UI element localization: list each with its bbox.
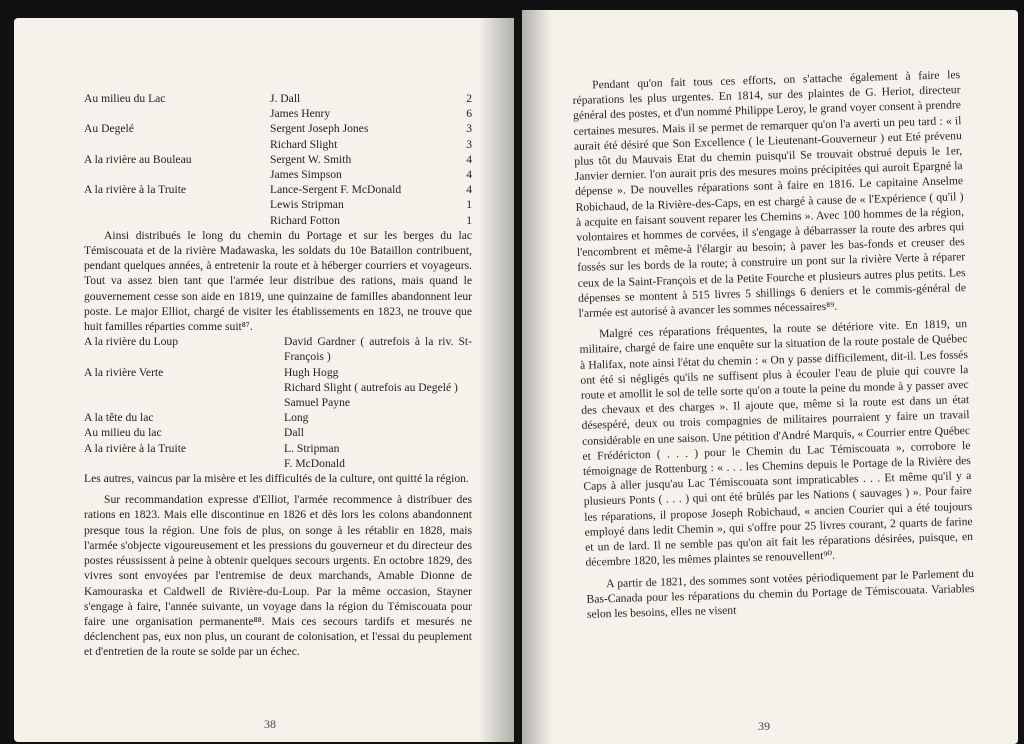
table-row: [84, 152, 472, 167]
table-row: [84, 167, 472, 182]
paragraph: A partir de 1821, des sommes sont votées périodiquement par le Parlement du Bas-Canada pour les réparations du chemin du Portage de Témiscouata. Variables selon les besoins, elles ne visent: [586, 566, 975, 621]
table-cell-place: [84, 213, 270, 228]
table-cell-name: Dall: [284, 426, 304, 440]
table-cell-place: [84, 197, 270, 212]
table-cell-name: James Simpson: [270, 168, 342, 182]
table-row: [84, 365, 472, 380]
right-page-text: [572, 67, 975, 622]
paragraph: Pendant qu'on fait tous ces efforts, on s'attache également à faire les réparations les plus urgentes. En 1814, sur des plaintes de G. Heriot, directeur général des postes, et d'un nommé Philippe Leroy, le grand voyer consent à prendre certaines mesures. Mais il se permet de remarquer qu'on l'a averti un peu tard : « il aurait été désiré que Son Excellence ( le Lieutenant-Gouverneur ) eut Eté prévenu plus tôt du Mauvais Etat du chemin puisqu'il Se trouvait obstrué depuis le 1er, Janvier dernier. l'on aurait pris des mesures moins précipitées qui auroit Epargné la dépense ». De nouvelles réparations sont à faire en 1816. Le capitaine Anselme Robichaud, de la Rivière-des-Caps, en est chargé à cause de « l'Expérience ( qu'il ) à acquite en faisant souvent reparer les Chemins ». Avec 100 hommes de la région, volontaires et hommes de corvées, il s'engage à débarrasser la route des arbres qui l'encombrent et même-à l'élargir au besoin; à paver les bas-fonds et creuser des fossés sur les bords de la route; à construire un pont sur la rivière Verte à réparer ceux de la Saint-François et de la Petite Fourche et plusieurs autres plus petits. Les dépenses se montent à 515 livres 5 shillings 6 deniers et le commis-général de l'armée est autorisé à avancer les sommes nécessaires⁸⁹.: [572, 68, 967, 320]
table-row: [84, 182, 472, 197]
table-cell-place: Au milieu du lac: [84, 426, 162, 440]
table-row: [84, 121, 472, 136]
table-row: [84, 334, 472, 364]
table-cell-name: Lance-Sergent F. McDonald: [270, 183, 402, 197]
table-cell-name: Richard Slight: [270, 137, 338, 151]
paragraph: Ainsi distribués le long du chemin du Portage et sur les berges du lac Témiscouata et de la rivière Madawaska, les soldats du 10e Bataillon contribuent, pendant quelques années, à entretenir la route et à héberger courriers et voyageurs. Tout va assez bien tant que l'armée leur distribue des rations, mais quand le gouvernement cesse son aide en 1819, une quinzaine de familles abandonnent leur poste. Le major Elliot, chargé de visiter les établissements en 1823, ne trouve que huit familles réparties comme suit⁸⁷.: [84, 228, 472, 334]
table-cell-place: [84, 395, 284, 410]
table-cell-count: 4: [466, 152, 472, 166]
table-cell-place: Au milieu du Lac: [84, 92, 166, 105]
table-row: [84, 213, 472, 228]
paragraph: Malgré ces réparations fréquentes, la route se détériore vite. En 1819, un militaire, chargé de faire une enquête sur la situation de la route postale de Québec à Halifax, note ainsi l'état du chemin : « On y passe difficilement, dit-il. Les fossés ont été si négligés qu'ils ne suffisent plus à écouler l'eau de pluie qui couvre la route et amollit le sol de telle sorte qu'on a toute la peine du monde à y passer avec des chevaux et des charges ». Il ajoute que, même si la route est dans un état désespéré, deux ou trois compagnies de militaires pourraient y faire un travail considérable en une saison. Une pétition d'André Marquis, « Courrier entre Québec et Frédéricton ( . . . ) pour le Chemin du Lac Témiscouata », corrobore le témoignage de Rottenburg : « . . . les Chemins depuis le Portage de la Rivière des Caps à aller jusqu'au Lac Témiscouata sont impraticables . . . Et même qu'il y a plusieurs Ponts ( . . . ) qui ont été brûlés par les Nations ( sauvages ) ». Pour faire les réparations, il propose Joseph Robichaud, « ancien Courier qui a été toujours employé dans ledit Chemin », qui s'offre pour 25 livres courant, 2 quarts de farine et un de lard. Il ne semble pas qu'on ait fait les réparations désirées, puisque, en décembre 1820, les mêmes plaintes se renouvellent⁹⁰.: [579, 317, 974, 570]
table-cell-name: Sergent W. Smith: [270, 152, 352, 166]
table-row: [84, 395, 472, 410]
right-page: [522, 10, 1018, 744]
gutter-shadow: [478, 18, 514, 742]
table-cell-count: 1: [466, 198, 472, 212]
table-cell-place: Au Degelé: [84, 122, 134, 136]
table-row: [84, 197, 472, 212]
table-cell-name: David Gardner ( autrefois à la riv. St-François ): [284, 335, 472, 364]
table-cell-place: A la rivière à la Truite: [84, 441, 187, 455]
table-cell-count: 2: [466, 92, 472, 105]
table-cell-count: 4: [466, 183, 472, 197]
table-cell-name: F. McDonald: [284, 456, 345, 470]
table-cell-place: A la rivière du Loup: [84, 335, 179, 349]
table-cell-name: Long: [284, 411, 309, 425]
page-number: 38: [264, 717, 276, 731]
table-cell-name: Hugh Hogg: [284, 365, 339, 379]
gutter-shadow: [522, 10, 552, 744]
table-cell-name: Sergent Joseph Jones: [270, 122, 369, 136]
table-cell-count: 1: [466, 213, 472, 227]
table-cell-name: James Henry: [270, 107, 331, 121]
table-cell-place: [84, 456, 284, 471]
left-page: [14, 18, 514, 742]
table-row: [84, 137, 472, 152]
table-cell-name: Richard Slight ( autrefois au Degelé ): [284, 380, 458, 394]
paragraph: Sur recommandation expresse d'Elliot, l'armée recommence à distribuer des rations en 1823. Mais elle discontinue en 1826 et dès lors les colons abandonnent presque tous la région. Une fois de plus, on songe à les rétablir en 1828, mais l'armée s'objecte vigoureusement et les pressions du gouverneur et du directeur des postes réussissent à peine à obtenir quelques secours urgents. En octobre 1829, des vivres sont envoyées par l'entremise de deux marchands, Amable Dionne de Kamouraska et Caldwell de Rivière-du-Loup. Par la même occasion, Stayner s'engage à faire, l'année suivante, un voyage dans la région du Témiscouata pour faire une organisation permanente⁸⁸. Mais ces secours tardifs et mesurés ne déclenchent pas, eux non plus, un courant de colonisation, et l'essai du peuplement et d'entretien de la route se solde par un échec.: [84, 493, 472, 659]
table-row: [84, 380, 472, 395]
table-cell-place: A la tête du lac: [84, 411, 154, 425]
table-cell-place: A la rivière à la Truite: [84, 183, 187, 197]
table-cell-place: [84, 137, 270, 152]
families-table: [84, 334, 472, 471]
left-page-text: [84, 91, 472, 660]
table-row: [84, 410, 472, 425]
table-cell-name: Richard Fotton: [270, 213, 340, 227]
table-cell-count: 4: [466, 168, 472, 182]
table-row: [84, 456, 472, 471]
table-row: [84, 91, 472, 106]
page-number: 39: [758, 719, 770, 733]
table-cell-count: 6: [466, 107, 472, 121]
table-cell-place: [84, 167, 270, 182]
table-cell-place: [84, 380, 284, 395]
table-cell-place: A la rivière Verte: [84, 365, 164, 379]
garrison-table: [84, 91, 472, 228]
table-cell-count: 3: [466, 122, 472, 136]
paragraph: Les autres, vaincus par la misère et les difficultés de la culture, ont quitté la région.: [84, 472, 469, 486]
table-cell-name: J. Dall: [270, 92, 301, 105]
table-row: [84, 441, 472, 456]
table-cell-place: A la rivière au Bouleau: [84, 152, 192, 166]
table-cell-name: L. Stripman: [284, 441, 340, 455]
table-cell-name: Lewis Stripman: [270, 198, 344, 212]
table-cell-name: Samuel Payne: [284, 396, 351, 410]
table-row: [84, 425, 472, 440]
table-cell-count: 3: [466, 137, 472, 151]
table-row: [84, 106, 472, 121]
table-cell-place: [84, 106, 270, 121]
